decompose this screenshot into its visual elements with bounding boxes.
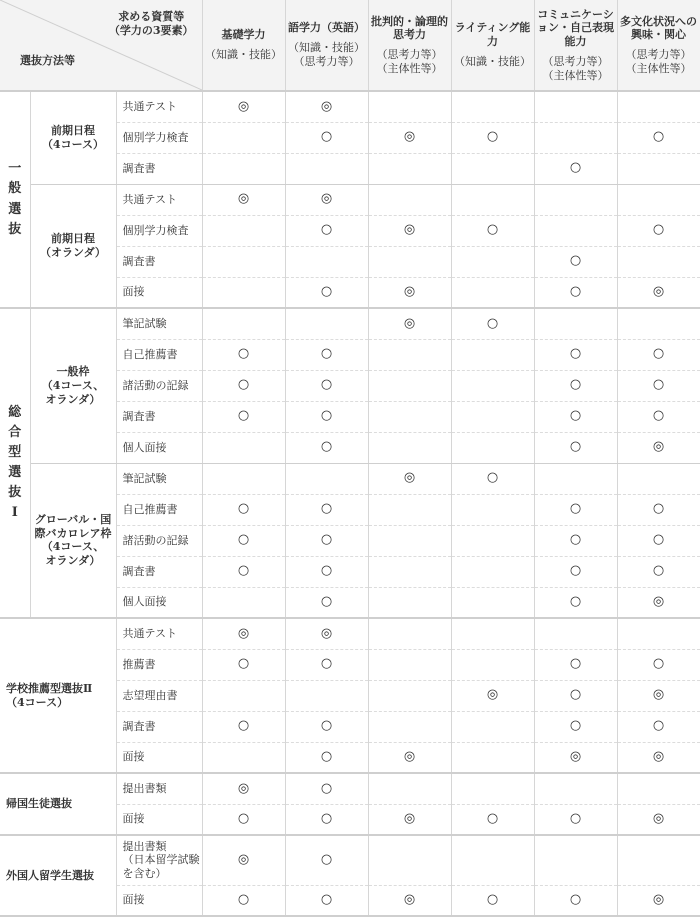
method-label: 諸活動の記録 bbox=[116, 525, 202, 556]
rating-cell: ◎ bbox=[285, 91, 368, 122]
table-body bbox=[0, 91, 700, 916]
rating-cell bbox=[451, 835, 534, 885]
rating-cell: ○ bbox=[202, 649, 285, 680]
method-label: 調査書 bbox=[116, 711, 202, 742]
rating-cell: ○ bbox=[617, 649, 700, 680]
table-row bbox=[0, 463, 700, 494]
general-selection-subgroup-2: 前期日程 （オランダ） bbox=[30, 184, 116, 308]
rating-cell: ○ bbox=[534, 370, 617, 401]
rating-cell: ○ bbox=[285, 835, 368, 885]
rating-cell: ○ bbox=[285, 277, 368, 308]
rating-cell bbox=[451, 556, 534, 587]
method-label: 共通テスト bbox=[116, 618, 202, 649]
method-label: 調査書 bbox=[116, 246, 202, 277]
rating-cell bbox=[368, 91, 451, 122]
method-label: 筆記試験 bbox=[116, 308, 202, 339]
rating-cell bbox=[617, 153, 700, 184]
rating-cell bbox=[451, 587, 534, 618]
rating-cell: ○ bbox=[285, 215, 368, 246]
rating-cell bbox=[451, 494, 534, 525]
rating-cell bbox=[451, 618, 534, 649]
method-label: 個人面接 bbox=[116, 587, 202, 618]
rating-cell bbox=[368, 339, 451, 370]
rating-cell bbox=[202, 277, 285, 308]
rating-cell: ○ bbox=[285, 494, 368, 525]
rating-cell: ○ bbox=[285, 885, 368, 916]
rating-cell bbox=[451, 246, 534, 277]
rating-cell: ○ bbox=[202, 494, 285, 525]
header-corner bbox=[0, 0, 202, 91]
rating-cell bbox=[368, 835, 451, 885]
rating-cell bbox=[617, 463, 700, 494]
rating-cell bbox=[617, 835, 700, 885]
rating-cell bbox=[451, 711, 534, 742]
rating-cell bbox=[534, 91, 617, 122]
comprehensive-selection-subgroup-2: グローバル・国際バカロレア枠 （4コース、 オランダ） bbox=[30, 463, 116, 618]
rating-cell bbox=[534, 308, 617, 339]
rating-cell: ○ bbox=[534, 432, 617, 463]
rating-cell: ○ bbox=[285, 649, 368, 680]
method-label: 面接 bbox=[116, 742, 202, 773]
rating-cell: ◎ bbox=[617, 277, 700, 308]
rating-cell: ◎ bbox=[534, 742, 617, 773]
rating-cell bbox=[368, 153, 451, 184]
rating-cell: ◎ bbox=[617, 885, 700, 916]
rating-cell: ○ bbox=[534, 525, 617, 556]
method-label: 調査書 bbox=[116, 556, 202, 587]
rating-cell: ○ bbox=[285, 525, 368, 556]
general-selection-subgroup-1: 前期日程 （4コース） bbox=[30, 91, 116, 184]
rating-cell bbox=[368, 556, 451, 587]
rating-cell: ○ bbox=[285, 122, 368, 153]
rating-cell bbox=[617, 246, 700, 277]
method-label: 自己推薦書 bbox=[116, 339, 202, 370]
rating-cell bbox=[368, 525, 451, 556]
rating-cell bbox=[534, 122, 617, 153]
rating-cell bbox=[451, 773, 534, 804]
method-label: 諸活動の記録 bbox=[116, 370, 202, 401]
rating-cell bbox=[534, 835, 617, 885]
rating-cell: ○ bbox=[202, 711, 285, 742]
rating-cell bbox=[617, 184, 700, 215]
rating-cell bbox=[202, 742, 285, 773]
rating-cell bbox=[202, 308, 285, 339]
rating-cell bbox=[202, 215, 285, 246]
rating-cell bbox=[202, 680, 285, 711]
rating-cell: ○ bbox=[617, 401, 700, 432]
rating-cell: ○ bbox=[202, 339, 285, 370]
rating-cell bbox=[534, 618, 617, 649]
rating-cell: ○ bbox=[617, 525, 700, 556]
rating-cell: ○ bbox=[285, 556, 368, 587]
rating-cell: ◎ bbox=[368, 804, 451, 835]
table-row bbox=[0, 618, 700, 649]
table-row bbox=[0, 773, 700, 804]
rating-cell bbox=[368, 401, 451, 432]
method-label: 筆記試験 bbox=[116, 463, 202, 494]
rating-cell: ◎ bbox=[617, 432, 700, 463]
rating-cell: ○ bbox=[285, 432, 368, 463]
col-header-basic: 基礎学力 （知識・技能） bbox=[202, 0, 285, 91]
rating-cell bbox=[451, 153, 534, 184]
rating-cell: ○ bbox=[534, 804, 617, 835]
method-label: 個別学力検査 bbox=[116, 215, 202, 246]
rating-cell bbox=[368, 587, 451, 618]
comprehensive-selection-subgroup-1: 一般枠 （4コース、 オランダ） bbox=[30, 308, 116, 463]
method-label: 提出書類 bbox=[116, 773, 202, 804]
rating-cell bbox=[202, 122, 285, 153]
rating-cell: ◎ bbox=[285, 184, 368, 215]
rating-cell: ○ bbox=[202, 525, 285, 556]
rating-cell bbox=[368, 618, 451, 649]
rating-cell bbox=[285, 680, 368, 711]
rating-cell: ○ bbox=[451, 308, 534, 339]
method-label: 面接 bbox=[116, 277, 202, 308]
rating-cell bbox=[368, 184, 451, 215]
method-label: 推薦書 bbox=[116, 649, 202, 680]
rating-cell: ○ bbox=[285, 711, 368, 742]
rating-cell: ○ bbox=[534, 885, 617, 916]
rating-cell: ○ bbox=[202, 556, 285, 587]
method-label: 共通テスト bbox=[116, 184, 202, 215]
rating-cell: ◎ bbox=[202, 773, 285, 804]
rating-cell: ◎ bbox=[617, 742, 700, 773]
comprehensive-selection-category: 総合型選抜Ⅰ bbox=[0, 308, 30, 618]
col-header-communication: コミュニケーション・自己表現能力 （思考力等）（主体性等） bbox=[534, 0, 617, 91]
rating-cell bbox=[368, 494, 451, 525]
rating-cell bbox=[202, 463, 285, 494]
method-label: 個別学力検査 bbox=[116, 122, 202, 153]
rating-cell bbox=[202, 153, 285, 184]
method-label: 調査書 bbox=[116, 401, 202, 432]
rating-cell: ◎ bbox=[617, 804, 700, 835]
col-header-language: 語学力（英語） （知識・技能）（思考力等） bbox=[285, 0, 368, 91]
rating-cell: ◎ bbox=[368, 742, 451, 773]
table-row bbox=[0, 91, 700, 122]
method-label: 自己推薦書 bbox=[116, 494, 202, 525]
rating-cell: ○ bbox=[202, 804, 285, 835]
rating-cell bbox=[534, 215, 617, 246]
rating-cell bbox=[451, 339, 534, 370]
rating-cell: ○ bbox=[617, 122, 700, 153]
rating-cell: ◎ bbox=[368, 885, 451, 916]
method-label: 面接 bbox=[116, 885, 202, 916]
rating-cell: ○ bbox=[617, 494, 700, 525]
rating-cell: ○ bbox=[534, 680, 617, 711]
corner-qualities-line2: （学力の3要素） bbox=[108, 23, 194, 37]
table-row bbox=[0, 308, 700, 339]
method-label: 志望理由書 bbox=[116, 680, 202, 711]
rating-cell: ◎ bbox=[368, 277, 451, 308]
rating-cell bbox=[617, 308, 700, 339]
rating-cell bbox=[368, 246, 451, 277]
table-row bbox=[0, 835, 700, 885]
rating-cell: ◎ bbox=[202, 184, 285, 215]
rating-cell: ○ bbox=[534, 339, 617, 370]
method-label: 調査書 bbox=[116, 153, 202, 184]
rating-cell bbox=[368, 370, 451, 401]
rating-cell: ○ bbox=[451, 463, 534, 494]
rating-cell: ○ bbox=[617, 711, 700, 742]
rating-cell: ○ bbox=[451, 885, 534, 916]
returnee-selection-category: 帰国生徒選抜 bbox=[0, 773, 116, 835]
rating-cell: ○ bbox=[202, 370, 285, 401]
rating-cell: ○ bbox=[617, 215, 700, 246]
rating-cell bbox=[368, 711, 451, 742]
rating-cell bbox=[617, 618, 700, 649]
rating-cell bbox=[285, 308, 368, 339]
rating-cell bbox=[368, 432, 451, 463]
rating-cell: ◎ bbox=[368, 215, 451, 246]
rating-cell: ◎ bbox=[617, 680, 700, 711]
rating-cell: ◎ bbox=[285, 618, 368, 649]
rating-cell bbox=[368, 773, 451, 804]
rating-cell: ○ bbox=[451, 122, 534, 153]
rating-cell: ◎ bbox=[368, 122, 451, 153]
rating-cell: ○ bbox=[534, 587, 617, 618]
rating-cell: ○ bbox=[285, 804, 368, 835]
rating-cell bbox=[534, 184, 617, 215]
col-header-writing: ライティング能力 （知識・技能） bbox=[451, 0, 534, 91]
rating-cell: ○ bbox=[534, 277, 617, 308]
method-label: 個人面接 bbox=[116, 432, 202, 463]
rating-cell: ○ bbox=[202, 885, 285, 916]
rating-cell: ○ bbox=[285, 773, 368, 804]
rating-cell bbox=[451, 525, 534, 556]
rating-cell: ○ bbox=[451, 804, 534, 835]
rating-cell: ○ bbox=[534, 246, 617, 277]
rating-cell: ◎ bbox=[202, 618, 285, 649]
rating-cell bbox=[451, 649, 534, 680]
rating-cell bbox=[202, 432, 285, 463]
rating-cell: ○ bbox=[202, 401, 285, 432]
rating-cell: ◎ bbox=[368, 308, 451, 339]
rating-cell bbox=[451, 184, 534, 215]
corner-qualities-line1: 求める資質等 bbox=[118, 10, 185, 23]
rating-cell: ○ bbox=[534, 711, 617, 742]
general-selection-category: 一般選抜 bbox=[0, 91, 30, 308]
rating-cell: ◎ bbox=[451, 680, 534, 711]
rating-cell: ○ bbox=[534, 556, 617, 587]
rating-cell bbox=[368, 649, 451, 680]
corner-qualities-label bbox=[109, 10, 194, 38]
rating-cell: ○ bbox=[534, 401, 617, 432]
rating-cell: ○ bbox=[534, 649, 617, 680]
rating-cell: ○ bbox=[285, 587, 368, 618]
rating-cell: ○ bbox=[285, 370, 368, 401]
rating-cell: ○ bbox=[285, 401, 368, 432]
rating-cell: ○ bbox=[617, 339, 700, 370]
method-label: 提出書類 （日本留学試験 を含む） bbox=[116, 835, 202, 885]
rating-cell bbox=[534, 773, 617, 804]
table-row bbox=[0, 184, 700, 215]
rating-cell: ◎ bbox=[617, 587, 700, 618]
header-row bbox=[0, 0, 700, 91]
rating-cell: ○ bbox=[617, 556, 700, 587]
method-label: 面接 bbox=[116, 804, 202, 835]
method-label: 共通テスト bbox=[116, 91, 202, 122]
school-recommendation-category: 学校推薦型選抜Ⅱ （4コース） bbox=[0, 618, 116, 773]
rating-cell bbox=[617, 91, 700, 122]
rating-cell bbox=[617, 773, 700, 804]
intl-student-selection-category: 外国人留学生選抜 bbox=[0, 835, 116, 916]
rating-cell bbox=[285, 246, 368, 277]
rating-cell bbox=[534, 463, 617, 494]
rating-cell: ○ bbox=[534, 153, 617, 184]
rating-cell bbox=[451, 370, 534, 401]
rating-cell: ○ bbox=[285, 339, 368, 370]
rating-cell: ◎ bbox=[368, 463, 451, 494]
rating-cell: ○ bbox=[617, 370, 700, 401]
rating-cell bbox=[451, 432, 534, 463]
rating-cell bbox=[285, 153, 368, 184]
rating-cell bbox=[451, 401, 534, 432]
rating-cell bbox=[202, 246, 285, 277]
rating-cell: ○ bbox=[285, 742, 368, 773]
rating-cell: ○ bbox=[534, 494, 617, 525]
rating-cell bbox=[451, 91, 534, 122]
rating-cell: ◎ bbox=[202, 91, 285, 122]
rating-cell: ◎ bbox=[202, 835, 285, 885]
rating-cell bbox=[202, 587, 285, 618]
rating-cell: ○ bbox=[451, 215, 534, 246]
col-header-multicultural: 多文化状況への興味・関心 （思考力等）（主体性等） bbox=[617, 0, 700, 91]
rating-cell bbox=[285, 463, 368, 494]
rating-cell bbox=[451, 277, 534, 308]
col-header-critical-thinking: 批判的・論理的思考力 （思考力等）（主体性等） bbox=[368, 0, 451, 91]
corner-method-label: 選抜方法等 bbox=[20, 54, 75, 68]
rating-cell bbox=[368, 680, 451, 711]
rating-cell bbox=[451, 742, 534, 773]
